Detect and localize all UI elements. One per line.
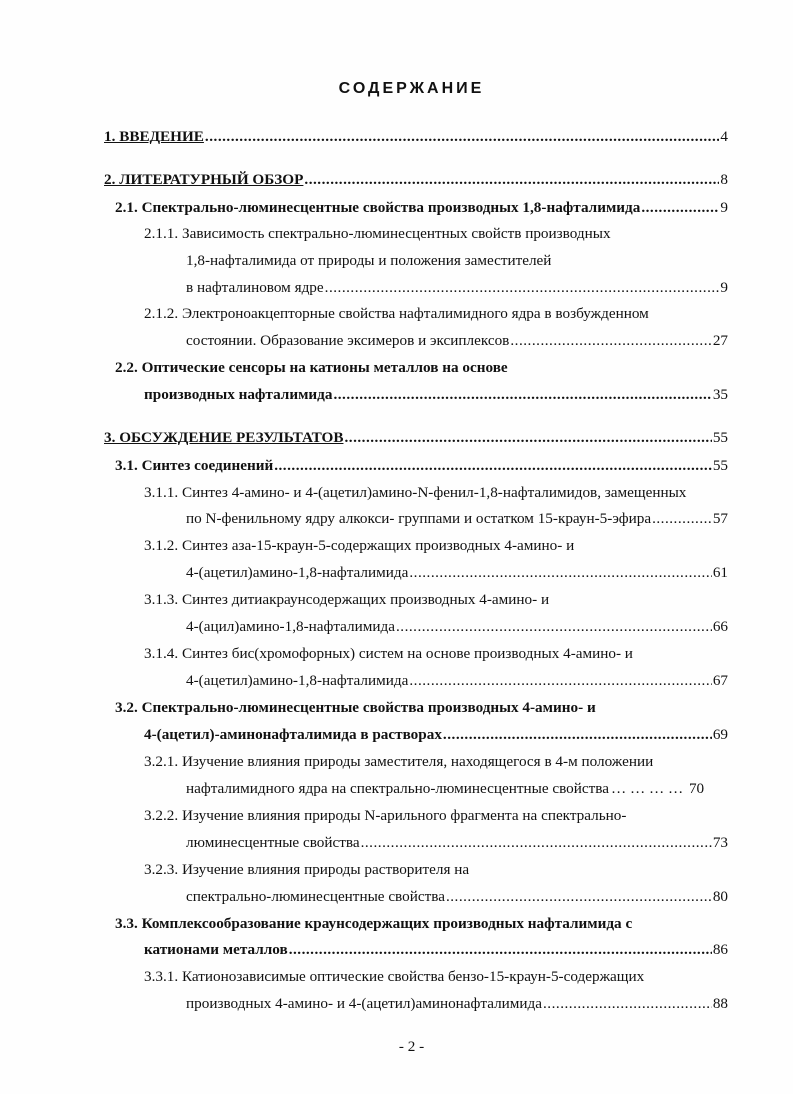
toc-page-number: 9 — [720, 199, 728, 216]
toc-entry-text: 4-(ацетил)амино-1,8-нафталимида — [186, 672, 409, 689]
toc-entry-3[interactable] — [104, 428, 728, 448]
toc-page-number: 55 — [712, 429, 728, 446]
toc-entry-3-3-line1: 3.3. Комплексообразование краунсодержащих производных нафталимида с — [115, 915, 633, 932]
toc-page-number: 88 — [712, 995, 728, 1012]
toc-page-number: 73 — [712, 834, 728, 851]
toc-entry-3-2-2[interactable] — [186, 833, 728, 853]
toc-page-number: 86 — [712, 941, 728, 958]
toc-page-number: 67 — [712, 672, 728, 689]
leader-dots — [333, 385, 711, 405]
leader-dots — [304, 170, 719, 190]
toc-entry-3-2-2-line1: 3.2.2. Изучение влияния природы N-арильного фрагмента на спектрально- — [144, 807, 627, 824]
toc-page-number: 70 — [688, 780, 705, 797]
toc-entry-3-1-3-line1: 3.1.3. Синтез дитиакраунсодержащих производных 4-амино- и — [144, 591, 550, 608]
toc-page-number: 69 — [712, 726, 728, 743]
toc-entry-text: 4-(ацил)амино-1,8-нафталимида — [186, 618, 395, 635]
leader-dots — [443, 725, 712, 745]
toc-page-number: 35 — [712, 386, 728, 403]
toc-entry-3-3-1-line1: 3.3.1. Катионозависимые оптические свойства бензо-15-краун-5-содержащих — [144, 968, 645, 985]
toc-entry-3-1-2-line1: 3.1.2. Синтез аза-15-краун-5-содержащих производных 4-амино- и — [144, 537, 575, 554]
toc-page-number: 66 — [712, 618, 728, 635]
page-title: СОДЕРЖАНИЕ — [338, 80, 485, 97]
toc-entry-text: 1. ВВЕДЕНИЕ — [104, 128, 204, 145]
leader-dots — [641, 198, 719, 218]
toc-page-number: 27 — [712, 332, 728, 349]
leader-dots — [396, 617, 712, 637]
toc-entry-text: 3.1. Синтез соединений — [115, 457, 274, 474]
leader-dots — [409, 671, 711, 691]
toc-entry-text: производных 4-амино- и 4-(ацетил)аминонафталимида — [186, 995, 542, 1012]
toc-entry-3-1-4[interactable] — [186, 671, 728, 691]
toc-entry-2-1-2[interactable] — [186, 331, 728, 351]
toc-page-number: 57 — [712, 510, 728, 527]
toc-entry-text: состоянии. Образование эксимеров и эксиплексов — [186, 332, 510, 349]
toc-entry-3-3-1[interactable] — [186, 994, 728, 1014]
toc-entry-2-2[interactable] — [144, 385, 728, 405]
toc-entry-3-1-4-line1: 3.1.4. Синтез бис(хромофорных) систем на основе производных 4-амино- и — [144, 645, 633, 662]
toc-page-number: 9 — [720, 279, 728, 296]
toc-entry-text: 4-(ацетил)-аминонафталимида в растворах — [144, 726, 442, 743]
toc-entry-3-2-3[interactable] — [186, 887, 728, 907]
toc-entry-text: 2. ЛИТЕРАТУРНЫЙ ОБЗОР — [104, 171, 304, 188]
toc-entry-2-2-line1: 2.2. Оптические сенсоры на катионы металлов на основе — [115, 359, 508, 376]
leader-dots — [409, 563, 711, 583]
leader-dots — [361, 833, 712, 853]
toc-entry-3-2-line1: 3.2. Спектрально-люминесцентные свойства производных 4-амино- и — [115, 699, 596, 716]
leader-dots — [289, 940, 712, 960]
page-footer-number: - 2 - — [398, 1038, 425, 1055]
toc-page-number: 8 — [720, 171, 728, 188]
leader-dots — [325, 278, 720, 298]
toc-entry-text: в нафталиновом ядре — [186, 279, 324, 296]
toc-entry-3-1-2[interactable] — [186, 563, 728, 583]
leader-dots-text: … … … … — [611, 780, 684, 797]
toc-entry-2[interactable] — [104, 170, 728, 190]
toc-entry-text: 4-(ацетил)амино-1,8-нафталимида — [186, 564, 409, 581]
toc-entry-text: по N-фенильному ядру алкокси- группами и остатком 15-краун-5-эфира — [186, 510, 652, 527]
leader-dots — [543, 994, 712, 1014]
toc-entry-text: производных нафталимида — [144, 386, 333, 403]
toc-entry-text: люминесцентные свойства — [186, 834, 360, 851]
leader-dots — [652, 509, 712, 529]
leader-dots — [344, 428, 711, 448]
leader-dots — [446, 887, 712, 907]
toc-entry-2-1[interactable] — [115, 198, 728, 218]
toc-page-number: 4 — [720, 128, 728, 145]
toc-page-number: 80 — [712, 888, 728, 905]
leader-dots — [205, 127, 719, 147]
toc-entry-text: 3. ОБСУЖДЕНИЕ РЕЗУЛЬТАТОВ — [104, 429, 344, 446]
toc-entry-3-1-1[interactable] — [186, 509, 728, 529]
toc-entry-3-2-1-line1: 3.2.1. Изучение влияния природы заместителя, находящегося в 4-м положении — [144, 753, 654, 770]
toc-entry-2-1-1-line2: 1,8-нафталимида от природы и положения заместителей — [186, 252, 552, 269]
toc-entry-text: нафталимидного ядра на спектрально-люминесцентные свойства — [186, 780, 609, 797]
toc-entry-3-1-1-line1: 3.1.1. Синтез 4-амино- и 4-(ацетил)амино-N-фенил-1,8-нафталимидов, замещенных — [144, 484, 687, 501]
toc-entry-1[interactable] — [104, 127, 728, 147]
toc-entry-3-2[interactable] — [144, 725, 728, 745]
toc-entry-text: спектрально-люминесцентные свойства — [186, 888, 445, 905]
toc-page-number: 61 — [712, 564, 728, 581]
toc-entry-3-2-3-line1: 3.2.3. Изучение влияния природы растворителя на — [144, 861, 470, 878]
leader-dots — [274, 456, 712, 476]
toc-entry-3-1-3[interactable] — [186, 617, 728, 637]
toc-page-number: 55 — [712, 457, 728, 474]
leader-dots — [510, 331, 711, 351]
toc-entry-2-1-1-line1: 2.1.1. Зависимость спектрально-люминесцентных свойств производных — [144, 225, 611, 242]
toc-entry-3-3[interactable] — [144, 940, 728, 960]
toc-entry-3-1[interactable] — [115, 456, 728, 476]
toc-entry-text: 2.1. Спектрально-люминесцентные свойства производных 1,8-нафталимида — [115, 199, 641, 216]
toc-entry-3-2-1[interactable] — [186, 779, 704, 799]
toc-entry-2-1-1[interactable] — [186, 278, 728, 298]
toc-entry-2-1-2-line1: 2.1.2. Электроноакцепторные свойства нафталимидного ядра в возбужденном — [144, 305, 649, 322]
toc-entry-text: катионами металлов — [144, 941, 288, 958]
